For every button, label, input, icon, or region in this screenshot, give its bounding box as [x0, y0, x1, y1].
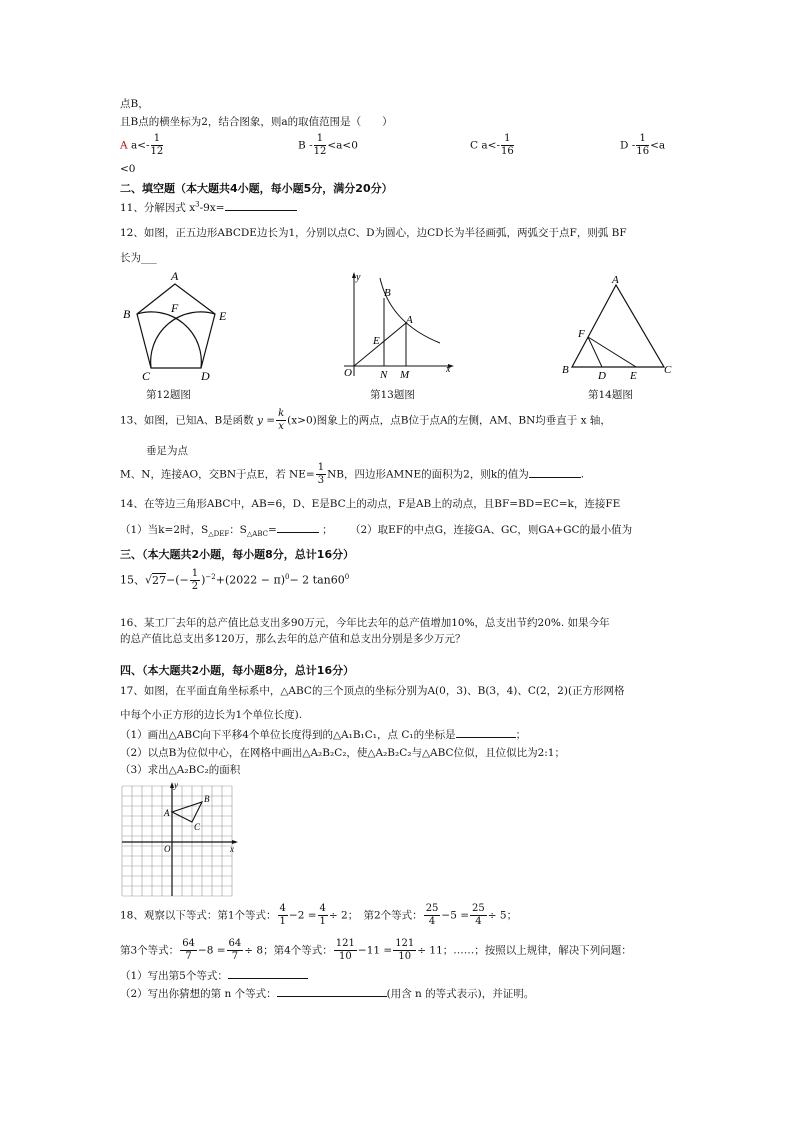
- q17-part2: （2）以点B为位似中心，在网格中画出△A₂B₂C₂，使△A₂B₂C₂与△ABC位似，且位似比为2:1；: [120, 747, 565, 759]
- q18-line1: 18、观察以下等式：第1个等式： $\frac{4}{1}$ −2 = $\frac{4}{1}$ ÷ 2； 第2个等式： $\frac{25}{4}$ −5 = $\frac{25}{4}$ ÷ 5；: [120, 903, 518, 927]
- section-4-title: 四、（本大题共2小题，每小题8分，总计16分）: [120, 664, 355, 677]
- q12-line1: 12、如图，正五边形ABCDE边长为1，分别以点C、D为圆心，边CD长为半径画弧，两弧交于点F，则弧 BF: [120, 227, 627, 239]
- q17-part3: （3）求出△A₂BC₂的面积: [120, 764, 241, 776]
- svg-text:y: y: [174, 780, 178, 790]
- q13-line1: 13、如图，已知A、B是函数 y = $\frac{k}{x}$ (x>0)图象上的两点，点B位于点A的左侧，AM、BN均垂直于 x 轴，: [120, 408, 611, 432]
- triangle-abc: [172, 802, 202, 822]
- q11: 11、分解因式 $x^3-9x=$: [120, 200, 297, 215]
- caption-13: 第13题图: [370, 389, 415, 401]
- svg-text:C: C: [194, 822, 201, 832]
- label-e: E: [219, 309, 227, 323]
- svg-text:B: B: [204, 794, 210, 804]
- q10-option-c: C a<- $\frac{1}{16}$: [470, 133, 514, 157]
- q18-part2: （2）写出你猜想的第 n 个等式： (用含 n 的等式表示)，并证明。: [120, 988, 535, 1000]
- label-f: F: [171, 301, 179, 315]
- svg-text:B: B: [384, 287, 391, 299]
- q18-line2: 第3个等式： $\frac{64}{7}$ −8 = $\frac{64}{7}$ ÷ 8；第4个等式： $\frac{121}{10}$ −11 = $\frac{121}{10}$ ÷ 11；……；按照以上规律，解决下列问题：: [120, 938, 632, 962]
- svg-text:O: O: [164, 844, 171, 854]
- svg-text:E: E: [373, 335, 380, 347]
- arc-from-c: [151, 312, 215, 368]
- line-ao: [354, 323, 406, 366]
- figure-13-hyperbola: [340, 268, 460, 380]
- q16-line1: 16、某工厂去年的总产值比总支出多90万元，今年比去年的总产值增加10%，总支出节约20%. 如果今年: [120, 617, 610, 629]
- q18-part1: （1）写出第5个等式：: [120, 968, 308, 983]
- q10-option-d: D - $\frac{1}{16}$ <a: [620, 133, 666, 157]
- section-3-title: 三、（本大题共2小题，每小题8分，总计16分）: [120, 548, 355, 561]
- q10-option-a: A a<- $\frac{1}{12}$: [120, 133, 164, 157]
- caption-14: 第14题图: [588, 389, 633, 401]
- svg-text:B: B: [562, 364, 569, 376]
- triangle-abc: [572, 285, 664, 367]
- q17-part1: （1）画出△ABC向下平移4个单位长度得到的△A₁B₁C₁，点 C₁的坐标是 ；: [120, 729, 527, 741]
- svg-text:A: A: [164, 808, 170, 818]
- q14-line1: 14、在等边三角形ABC中，AB=6，D、E是BC上的动点，F是AB上的动点，且BF=BD=EC=k，连接FE: [120, 498, 621, 510]
- label-c: C: [142, 369, 151, 380]
- pentagon-shape: [137, 284, 215, 368]
- svg-text:M: M: [400, 369, 410, 380]
- arc-from-d: [137, 312, 201, 368]
- svg-text:A: A: [406, 314, 413, 326]
- label-a: A: [171, 269, 179, 283]
- figure-12-pentagon: [115, 268, 245, 380]
- q13-line2: 垂足为点: [146, 445, 188, 457]
- q17-line2: 中每个小正方形的边长为1个单位长度).: [120, 709, 303, 721]
- svg-text:D: D: [598, 370, 606, 380]
- figure-14-triangle: [560, 275, 675, 380]
- q10-option-a-letter: A: [120, 139, 128, 152]
- svg-text:F: F: [578, 328, 585, 340]
- svg-text:E: E: [630, 370, 637, 380]
- q12-line2: 长为___: [120, 252, 157, 264]
- svg-text:C: C: [664, 364, 672, 376]
- svg-text:N: N: [380, 369, 388, 380]
- q13-line3: M、N，连接AO，交BN于点E，若 NE= $\frac{1}{3}$ NB，四边形AMNE的面积为2，则k的值为 .: [120, 462, 585, 486]
- q10-line2: 且B点的横坐标为2，结合图象，则a的取值范围是（ ）: [120, 116, 393, 128]
- svg-text:O: O: [344, 367, 352, 379]
- q17-line1: 17、如图，在平面直角坐标系中，△ABC的三个顶点的坐标分别为A(0，3)、B(3，4)、C(2，2)(正方形网格: [120, 685, 625, 697]
- q14-line2: （1）当k=2时，$S_{\triangle DEF}$：$S_{\triangle ABC}=$ ； （2）取EF的中点G，连接GA、GC，则GA+GC的最小值为: [120, 524, 633, 539]
- q10-line1: 点B，: [120, 98, 149, 110]
- q16-line2: 的总产值比总支出多120万，那么去年的总产值和总支出分别是多少万元？: [120, 633, 466, 645]
- label-b: B: [123, 307, 131, 321]
- svg-text:A: A: [612, 275, 619, 286]
- svg-text:x: x: [230, 844, 234, 854]
- q10-option-b: B - $\frac{1}{12}$ <a<0: [298, 133, 358, 157]
- svg-text:y: y: [356, 272, 361, 283]
- figure-17-grid: [118, 780, 240, 898]
- q10-wrap: <0: [120, 163, 136, 175]
- caption-12: 第12题图: [146, 389, 191, 401]
- section-2-title: 二、填空题（本大题共4小题，每小题5分，满分20分）: [120, 182, 393, 195]
- q15: 15、√27−(− $\frac{1}{2}$ )$^{-2}+(2022 - \pi)^0- 2$ $\tan 60^0$: [120, 568, 350, 592]
- label-d: D: [201, 369, 210, 380]
- svg-text:x: x: [446, 364, 451, 375]
